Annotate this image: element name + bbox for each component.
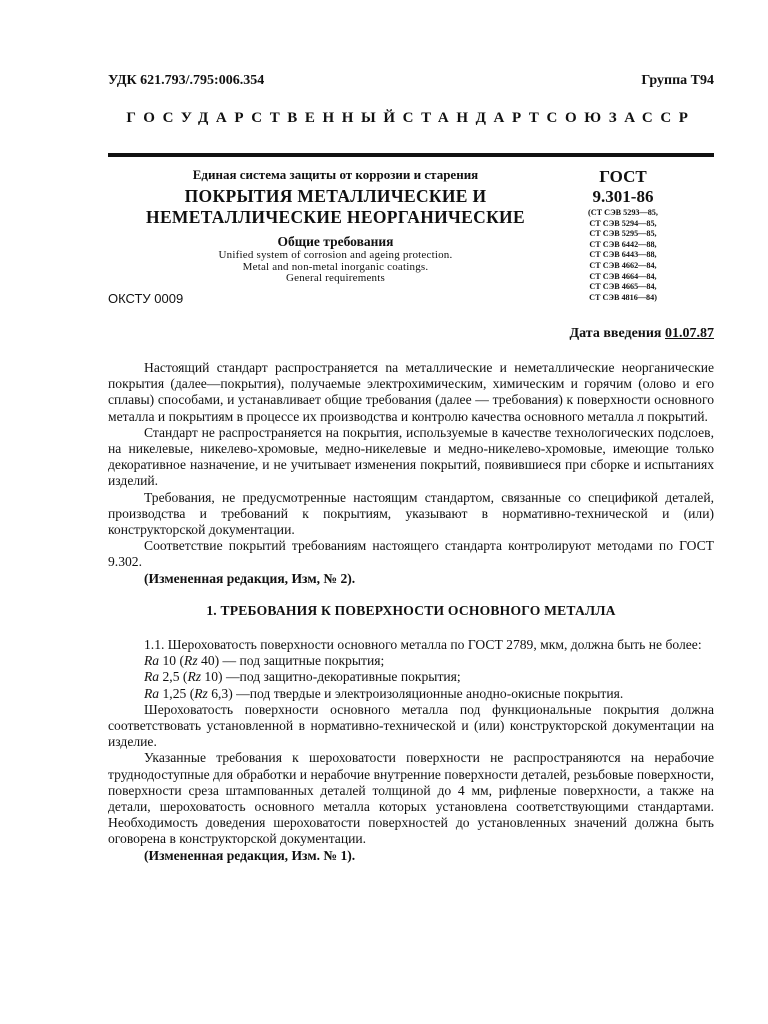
st-sev-list (570, 208, 676, 303)
english-title-line1: Unified system of corrosion and ageing protection. (218, 249, 453, 261)
paragraph-exclusions: Стандарт не распространяется на покрытия, используемые в качестве технологических подслоев, на никелевые, никелево-хромовые, медно-никелевые и медно-никелево-хромовые, имеющие только декоративное назначение, и не учитывает изменения покрытий, появившиеся при сборке и испытаниях изделий. (108, 424, 714, 489)
title-block (108, 167, 563, 285)
paragraph-functional-roughness: Шероховатость поверхности основного металла под функциональные покрытия должна соответствовать установленной в нормативно-технической и (или) конструкторской документации на изделие. (108, 701, 714, 750)
gost-block (570, 167, 676, 303)
roughness-item-2: Ra 2,5 (Rz 10) —под защитно-декоративные покрытия; (144, 669, 461, 685)
st-sev-item: СТ СЭВ 5294—85, (589, 218, 657, 228)
edit-note-2: (Измененная редакция, Изм, № 2). (144, 570, 356, 586)
gost-label: ГОСТ (599, 167, 647, 186)
st-sev-item: СТ СЭВ 4664—84, (589, 271, 657, 281)
st-sev-item: (СТ СЭВ 5293—85, (588, 208, 658, 217)
section-heading-1: 1. ТРЕБОВАНИЯ К ПОВЕРХНОСТИ ОСНОВНОГО МЕТАЛЛА (206, 602, 616, 618)
st-sev-item: СТ СЭВ 4665—84, (589, 282, 657, 292)
st-sev-item: СТ СЭВ 4816—84) (589, 292, 657, 302)
document-body (108, 360, 714, 864)
date-label: Дата введения (569, 326, 662, 341)
main-title (108, 186, 563, 228)
udk-code: УДК 621.793/.795:006.354 (108, 73, 265, 88)
oksu-code: ОКСТУ 0009 (108, 291, 184, 306)
main-title-line1: ПОКРЫТИЯ МЕТАЛЛИЧЕСКИЕ И (184, 186, 487, 206)
effective-date (570, 326, 714, 342)
state-standard-title: ГОСУДАРСТВЕННЫЙСТАНДАРТСОЮЗАССР (126, 110, 696, 126)
st-sev-item: СТ СЭВ 6442—88, (589, 239, 657, 249)
paragraph-other-requirements: Требования, не предусмотренные настоящим стандартом, связанные со спецификой деталей, производства и требований к покрытиям, указывают в нормативно-технической и (или) конструкторской документации. (108, 489, 714, 538)
roughness-item-3: Ra 1,25 (Rz 6,3) —под твердые и электроизоляционные анодно-окисные покрытия. (144, 685, 624, 701)
main-title-line2: НЕМЕТАЛЛИЧЕСКИЕ НЕОРГАНИЧЕСКИЕ (146, 207, 525, 227)
paragraph-roughness-exceptions: Указанные требования к шероховатости поверхности не распространяются на нерабочие труднодоступные для обработки и нерабочие внутренние поверхности деталей, резьбовые поверхности, поверхности среза штампованных деталей толщиной до 4 мм, рифленые поверхности, а также на детали, шероховатость основного металла которых установлена соответствующими стандартами. Необходимость доведения шероховатости поверхностей до установленных значений должна быть оговорена в конструкторской документации. (108, 750, 714, 847)
paragraph-roughness: 1.1. Шероховатость поверхности основного металла по ГОСТ 2789, мкм, должна быть не более: (144, 637, 702, 653)
paragraph-compliance: Соответствие покрытий требованиям настоящего стандарта контролируют методами по ГОСТ 9.302. (108, 538, 714, 570)
date-value: 01.07.87 (665, 326, 714, 341)
st-sev-item: СТ СЭВ 6443—88, (589, 250, 657, 260)
subtitle: Общие требования (277, 234, 394, 249)
english-title-line3: General requirements (286, 272, 385, 284)
english-title-line2: Metal and non-metal inorganic coatings. (242, 260, 429, 273)
header-rule (108, 153, 714, 157)
gost-number: 9.301-86 (592, 187, 654, 206)
system-name: Единая система защиты от коррозии и старения (192, 167, 479, 182)
roughness-item-1: Ra 10 (Rz 40) — под защитные покрытия; (144, 653, 385, 669)
group-code: Группа Т94 (641, 73, 714, 88)
edit-note-1: (Измененная редакция, Изм. № 1). (144, 847, 356, 863)
st-sev-item: СТ СЭВ 5295—85, (589, 229, 657, 239)
st-sev-item: СТ СЭВ 4662—84, (589, 260, 657, 270)
paragraph-scope: Настоящий стандарт распространяется na металлические и неметаллические неорганические покрытия (далее—покрытия), получаемые электрохимическим, химическим и горячим (олово и его сплавы) способами, и устанавливает общие требования (далее — требования) к поверхности основного металла и покрытиям в процессе их производства и контролю качества основного металла л покрытий. (108, 360, 714, 424)
